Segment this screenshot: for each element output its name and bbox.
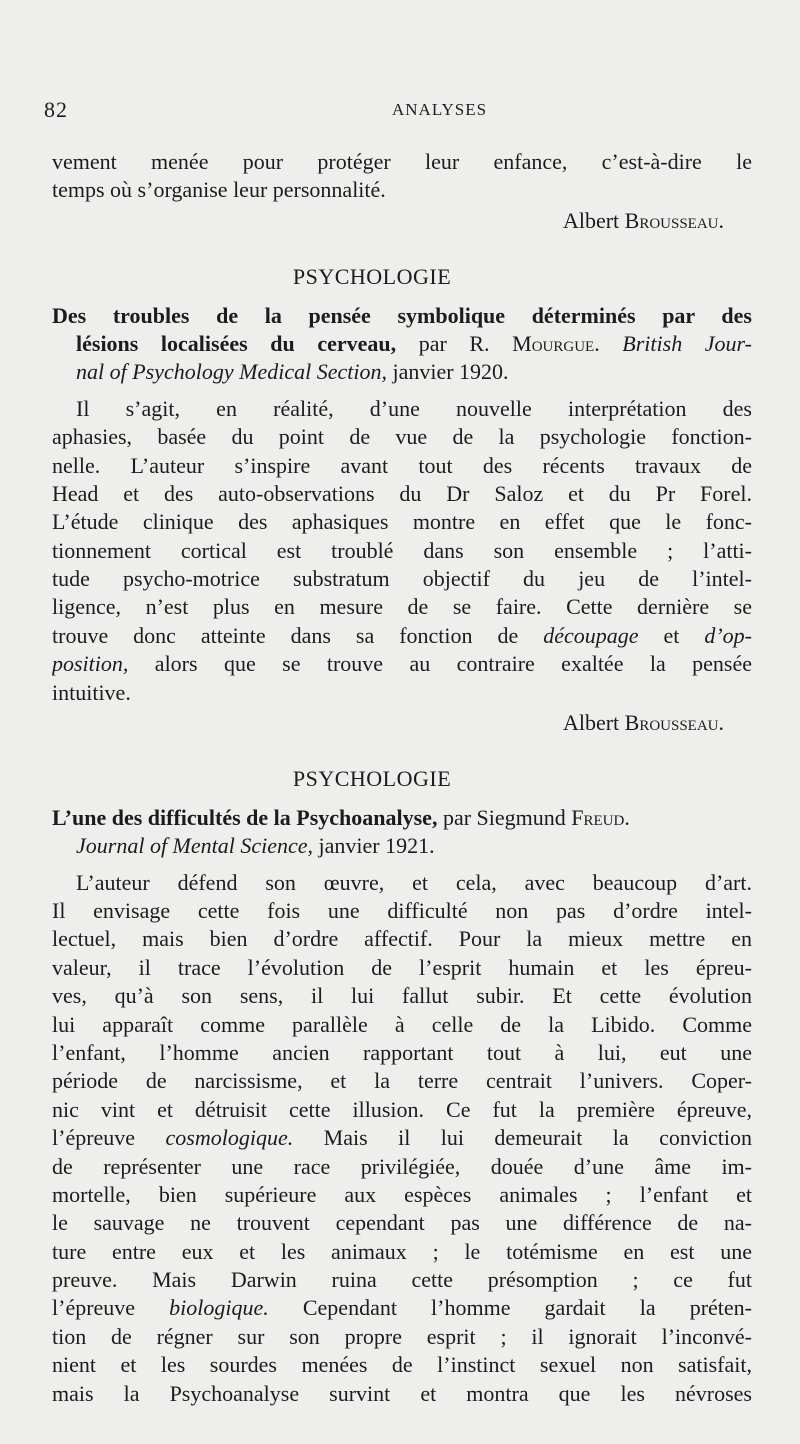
- signature-last-name: Brousseau.: [624, 207, 724, 233]
- italic-term: d’op-: [704, 622, 752, 648]
- italic-term: biologique.: [169, 1295, 269, 1321]
- review-journal: Journal of Mental Science,: [76, 833, 314, 859]
- text-fragment: trouve donc atteinte dans sa fonction de: [52, 622, 519, 648]
- review-journal: nal of Psychology Medical Section,: [76, 359, 387, 385]
- section-title: PSYCHOLOGIE: [292, 766, 452, 792]
- text-line: nelle. L’auteur s’inspire avant tout des récents travaux de: [52, 452, 752, 478]
- text-line: ture entre eux et les animaux ; le totémisme en est une: [52, 1238, 752, 1264]
- text-line: [52, 1294, 752, 1322]
- text-line: lui apparaît comme parallèle à celle de la Libido. Comme: [52, 1011, 752, 1037]
- review-title-line: [52, 804, 752, 832]
- review-title-bold: L’une des difficultés de la Psychoanalyse,: [52, 804, 438, 830]
- review-title-line: Des troubles de la pensée symbolique déterminés par des: [52, 302, 752, 328]
- review-author: Freud.: [571, 804, 630, 830]
- text-fragment: alors que se trouve au contraire exaltée la pensée: [128, 651, 752, 677]
- text-line: tionnement cortical est troublé dans son ensemble ; l’atti-: [52, 537, 752, 563]
- text-line: preuve. Mais Darwin ruina cette présomption ; ce fut: [52, 1267, 752, 1293]
- text-line: Il s’agit, en réalité, d’une nouvelle interprétation des: [76, 395, 752, 421]
- review-title-by: par R.: [396, 330, 513, 356]
- text-line: Il envisage cette fois une difficulté non pas d’ordre intel-: [52, 898, 752, 924]
- text-line: tion de régner sur son propre esprit ; il ignorait l’inconvé-: [52, 1323, 752, 1349]
- text-line: ligence, n’est plus en mesure de se faire. Cette dernière se: [52, 594, 752, 620]
- review-author: Mourgue.: [512, 330, 600, 356]
- text-line: nient et les sourdes menées de l’instinct sexuel non satisfait,: [52, 1352, 752, 1378]
- review-journal: British Jour-: [599, 330, 752, 356]
- text-fragment: et: [638, 622, 705, 648]
- signature: [52, 709, 752, 737]
- signature-first-name: Albert: [562, 207, 620, 233]
- italic-term: découpage: [543, 622, 639, 648]
- text-line: l’enfant, l’homme ancien rapportant tout à lui, eut une: [52, 1039, 752, 1065]
- review-date: janvier 1921.: [313, 833, 435, 859]
- text-line: ves, qu’à son sens, il lui fallut subir. Et cette évolution: [52, 983, 752, 1009]
- text-line: L’auteur défend son œuvre, et cela, avec beaucoup d’art.: [76, 869, 752, 895]
- text-line: aphasies, basée du point de vue de la psychologie fonction-: [52, 424, 752, 450]
- text-line: période de narcissisme, et la terre centrait l’univers. Coper-: [52, 1068, 752, 1094]
- text-line: temps où s’organise leur personnalité.: [52, 177, 386, 203]
- text-line: mortelle, bien supérieure aux espèces animales ; l’enfant et: [52, 1181, 752, 1207]
- review-title-line: [52, 832, 752, 860]
- text-fragment: Cependant l’homme gardait la préten-: [268, 1295, 752, 1321]
- text-line: vement menée pour protéger leur enfance, c’est-à-dire le: [52, 149, 752, 174]
- signature-last-name: Brousseau.: [624, 710, 724, 736]
- text-line: lectuel, mais bien d’ordre affectif. Pour la mieux mettre en: [52, 926, 752, 952]
- text-line: valeur, il trace l’évolution de l’esprit humain et les épreu-: [52, 954, 752, 980]
- section-title: PSYCHOLOGIE: [292, 264, 452, 290]
- text-line: le sauvage ne trouvent cependant pas une différence de na-: [52, 1210, 752, 1236]
- text-fragment: l’épreuve: [52, 1125, 166, 1151]
- signature: [52, 207, 752, 235]
- signature-first-name: Albert: [562, 710, 620, 736]
- text-line: [52, 622, 752, 650]
- text-line: nic vint et détruisit cette illusion. Ce fut la première épreuve,: [52, 1096, 752, 1122]
- review-title-line: [52, 358, 752, 386]
- running-title: ANALYSES: [392, 100, 488, 119]
- text-line: de représenter une race privilégiée, douée d’une âme im-: [52, 1153, 752, 1179]
- text-column: [52, 148, 752, 1408]
- italic-term: position,: [52, 651, 129, 677]
- text-line: mais la Psychoanalyse survint et montra que les névroses: [52, 1380, 752, 1406]
- text-line: Head et des auto-observations du Dr Saloz et du Pr Forel.: [52, 480, 752, 506]
- text-line: intuitive.: [52, 679, 131, 705]
- text-fragment: Mais il lui demeurait la conviction: [293, 1125, 752, 1151]
- text-line: [52, 650, 752, 678]
- text-line: L’étude clinique des aphasiques montre en effet que le fonc-: [52, 509, 752, 535]
- page-number: 82: [44, 97, 68, 122]
- review-date: janvier 1920.: [386, 359, 509, 385]
- italic-term: cosmologique.: [165, 1125, 294, 1151]
- text-fragment: l’épreuve: [52, 1295, 170, 1321]
- review-title-by: par Siegmund: [437, 804, 572, 830]
- review-title-line: [52, 330, 752, 358]
- text-line: [52, 1124, 752, 1152]
- review-title-bold: lésions localisées du cerveau,: [76, 330, 397, 356]
- text-line: tude psycho-motrice substratum objectif du jeu de l’intel-: [52, 566, 752, 592]
